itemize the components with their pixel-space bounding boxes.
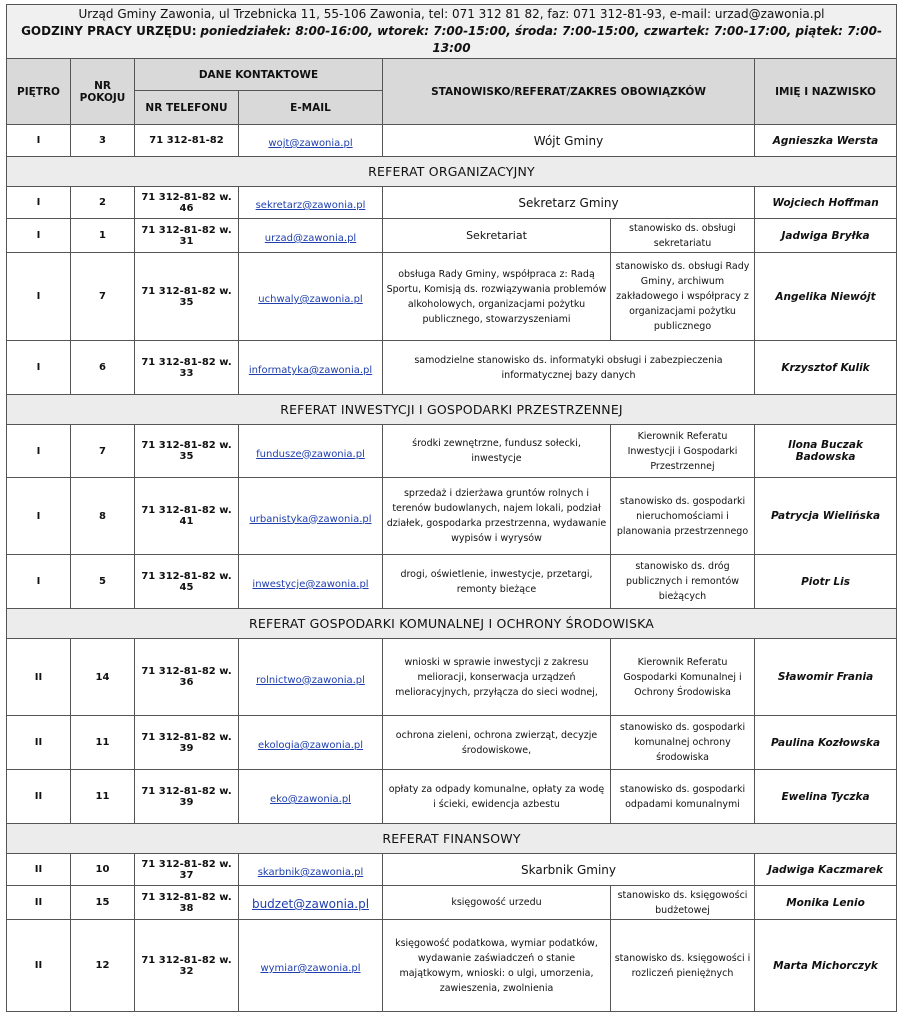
email-link[interactable]: wymiar@zawonia.pl <box>260 963 361 974</box>
table-row <box>7 125 897 157</box>
desc-cell: wnioski w sprawie inwestycji z zakresu melioracji, konserwacja urządzeń melioracyjnych, przyłącza do sieci wodnej, <box>383 639 611 716</box>
phone-cell: 71 312-81-82 w. 35 <box>135 253 239 341</box>
col-duties: STANOWISKO/REFERAT/ZAKRES OBOWIĄZKÓW <box>383 59 755 125</box>
office-header <box>7 5 897 59</box>
phone-cell: 71 312-81-82 w. 36 <box>135 639 239 716</box>
name-cell: Wojciech Hoffman <box>755 187 897 219</box>
phone-cell: 71 312-81-82 w. 45 <box>135 555 239 609</box>
table-row <box>7 219 897 253</box>
col-email: E-MAIL <box>239 91 383 125</box>
col-phone: NR TELEFONU <box>135 91 239 125</box>
table-row <box>7 425 897 478</box>
office-address: Urząd Gminy Zawonia, ul Trzebnicka 11, 55-106 Zawonia, tel: 071 312 81 82, faz: 071 312-81-93, e-mail: urzad@zawonia.pl <box>78 7 825 21</box>
table-row <box>7 341 897 395</box>
name-cell: Ilona Buczak Badowska <box>755 425 897 478</box>
duty-cell: Skarbnik Gminy <box>383 854 755 886</box>
room-cell: 8 <box>71 478 135 555</box>
name-cell: Ewelina Tyczka <box>755 770 897 824</box>
hours-text: poniedziałek: 8:00-16:00, wtorek: 7:00-15:00, środa: 7:00-15:00, czwartek: 7:00-17:00, piątek: 7:00-13:00 <box>200 24 882 55</box>
email-link[interactable]: inwestycje@zawonia.pl <box>252 579 369 590</box>
email-link[interactable]: sekretarz@zawonia.pl <box>255 200 366 211</box>
room-cell: 11 <box>71 770 135 824</box>
desc-cell: ochrona zieleni, ochrona zwierząt, decyzje środowiskowe, <box>383 716 611 770</box>
duty-cell: Sekretarz Gminy <box>383 187 755 219</box>
floor-cell: II <box>7 886 71 920</box>
office-hours <box>10 23 893 57</box>
section-inwestycji: REFERAT INWESTYCJI I GOSPODARKI PRZESTRZENNEJ <box>7 395 897 425</box>
name-cell: Piotr Lis <box>755 555 897 609</box>
room-cell: 5 <box>71 555 135 609</box>
email-link[interactable]: informatyka@zawonia.pl <box>248 365 373 376</box>
desc-cell: obsługa Rady Gminy, współpraca z: Radą Sportu, Komisją ds. rozwiązywania problemów alkoholowych, organizacjami pożytku publicznego, stowarzyszeniami <box>383 253 611 341</box>
floor-cell: I <box>7 478 71 555</box>
section-komunalnej: REFERAT GOSPODARKI KOMUNALNEJ I OCHRONY ŚRODOWISKA <box>7 609 897 639</box>
desc-cell: opłaty za odpady komunalne, opłaty za wodę i ścieki, ewidencja azbestu <box>383 770 611 824</box>
name-cell: Angelika Niewójt <box>755 253 897 341</box>
desc-cell: księgowość urzedu <box>383 886 611 920</box>
hours-label: GODZINY PRACY URZĘDU: <box>21 24 197 38</box>
duty-cell: Wójt Gminy <box>383 125 755 157</box>
email-link[interactable]: eko@zawonia.pl <box>270 794 351 805</box>
table-row <box>7 854 897 886</box>
room-cell: 2 <box>71 187 135 219</box>
phone-cell: 71 312-81-82 w. 33 <box>135 341 239 395</box>
floor-cell: II <box>7 716 71 770</box>
role-cell: stanowisko ds. obsługi Rady Gminy, archiwum zakładowego i współpracy z organizacjami pożytku publicznego <box>611 253 755 341</box>
name-cell: Jadwiga Bryłka <box>755 219 897 253</box>
table-row <box>7 639 897 716</box>
role-cell: stanowisko ds. gospodarki nieruchomościami i planowania przestrzennego <box>611 478 755 555</box>
section-organizacyjny: REFERAT ORGANIZACYJNY <box>7 157 897 187</box>
table-row <box>7 770 897 824</box>
room-cell: 6 <box>71 341 135 395</box>
role-cell: stanowisko ds. gospodarki odpadami komunalnymi <box>611 770 755 824</box>
phone-cell: 71 312-81-82 w. 32 <box>135 920 239 1012</box>
floor-cell: II <box>7 770 71 824</box>
name-cell: Sławomir Frania <box>755 639 897 716</box>
room-cell: 12 <box>71 920 135 1012</box>
email-link[interactable]: budzet@zawonia.pl <box>251 897 370 911</box>
role-cell: stanowisko ds. księgowości i rozliczeń pieniężnych <box>611 920 755 1012</box>
floor-cell: II <box>7 639 71 716</box>
col-room: NR POKOJU <box>71 59 135 125</box>
desc-cell: drogi, oświetlenie, inwestycje, przetargi, remonty bieżące <box>383 555 611 609</box>
col-contact: DANE KONTAKTOWE <box>135 59 383 91</box>
email-link[interactable]: uchwaly@zawonia.pl <box>258 294 363 305</box>
room-cell: 7 <box>71 253 135 341</box>
role-cell: Kierownik Referatu Inwestycji i Gospodarki Przestrzennej <box>611 425 755 478</box>
email-link[interactable]: fundusze@zawonia.pl <box>256 448 365 460</box>
table-row <box>7 920 897 1012</box>
phone-cell: 71 312-81-82 w. 39 <box>135 770 239 824</box>
floor-cell: II <box>7 920 71 1012</box>
phone-cell: 71 312-81-82 w. 35 <box>135 425 239 478</box>
desc-cell: księgowość podatkowa, wymiar podatków, wydawanie zaświadczeń o stanie majątkowym, wnioski: o ulgi, umorzenia, zawieszenia, zwolnienia <box>383 920 611 1012</box>
name-cell: Krzysztof Kulik <box>755 341 897 395</box>
role-cell: stanowisko ds. obsługi sekretariatu <box>611 219 755 253</box>
phone-cell: 71 312-81-82 w. 41 <box>135 478 239 555</box>
section-finansowy: REFERAT FINANSOWY <box>7 824 897 854</box>
col-floor: PIĘTRO <box>7 59 71 125</box>
phone-cell: 71 312-81-82 w. 46 <box>135 187 239 219</box>
desc-cell: sprzedaż i dzierżawa gruntów rolnych i terenów budowlanych, najem lokali, podział działek, gospodarka przestrzenna, wydawanie wypisów i wyrysów <box>383 478 611 555</box>
email-link[interactable]: rolnictwo@zawonia.pl <box>256 674 365 686</box>
room-cell: 10 <box>71 854 135 886</box>
role-cell: stanowisko ds. dróg publicznych i remontów bieżących <box>611 555 755 609</box>
room-cell: 11 <box>71 716 135 770</box>
staff-directory <box>6 4 896 1025</box>
phone-cell: 71 312-81-82 <box>135 125 239 157</box>
name-cell: Paulina Kozłowska <box>755 716 897 770</box>
phone-cell: 71 312-81-82 w. 37 <box>135 854 239 886</box>
floor-cell: I <box>7 187 71 219</box>
role-cell: stanowisko ds. księgowości budżetowej <box>611 886 755 920</box>
room-cell: 3 <box>71 125 135 157</box>
email-link[interactable]: urbanistyka@zawonia.pl <box>249 513 372 525</box>
table-row <box>7 716 897 770</box>
table-row <box>7 253 897 341</box>
floor-cell: I <box>7 219 71 253</box>
name-cell: Patrycja Wielińska <box>755 478 897 555</box>
table-row <box>7 555 897 609</box>
floor-cell: II <box>7 854 71 886</box>
floor-cell: I <box>7 555 71 609</box>
table-row <box>7 886 897 920</box>
room-cell: 7 <box>71 425 135 478</box>
phone-cell: 71 312-81-82 w. 39 <box>135 716 239 770</box>
floor-cell: I <box>7 425 71 478</box>
desc-cell: środki zewnętrzne, fundusz sołecki, inwestycje <box>383 425 611 478</box>
floor-cell: I <box>7 341 71 395</box>
name-cell: Marta Michorczyk <box>755 920 897 1012</box>
room-cell: 1 <box>71 219 135 253</box>
col-name: IMIĘ I NAZWISKO <box>755 59 897 125</box>
room-cell: 14 <box>71 639 135 716</box>
role-cell: stanowisko ds. gospodarki komunalnej ochrony środowiska <box>611 716 755 770</box>
name-cell: Agnieszka Wersta <box>755 125 897 157</box>
phone-cell: 71 312-81-82 w. 38 <box>135 886 239 920</box>
role-cell: Kierownik Referatu Gospodarki Komunalnej i Ochrony Środowiska <box>611 639 755 716</box>
email-link[interactable]: ekologia@zawonia.pl <box>257 740 364 751</box>
directory-table <box>6 4 897 1012</box>
email-link[interactable]: urzad@zawonia.pl <box>264 233 357 244</box>
floor-cell: I <box>7 125 71 157</box>
table-row <box>7 478 897 555</box>
room-cell: 15 <box>71 886 135 920</box>
phone-cell: 71 312-81-82 w. 31 <box>135 219 239 253</box>
table-row <box>7 187 897 219</box>
desc-cell: Sekretariat <box>383 219 611 253</box>
email-link[interactable]: wojt@zawonia.pl <box>268 138 353 149</box>
duty-cell: samodzielne stanowisko ds. informatyki obsługi i zabezpieczenia informatycznej bazy danych <box>383 341 755 395</box>
name-cell: Monika Lenio <box>755 886 897 920</box>
floor-cell: I <box>7 253 71 341</box>
email-link[interactable]: skarbnik@zawonia.pl <box>257 867 364 878</box>
name-cell: Jadwiga Kaczmarek <box>755 854 897 886</box>
